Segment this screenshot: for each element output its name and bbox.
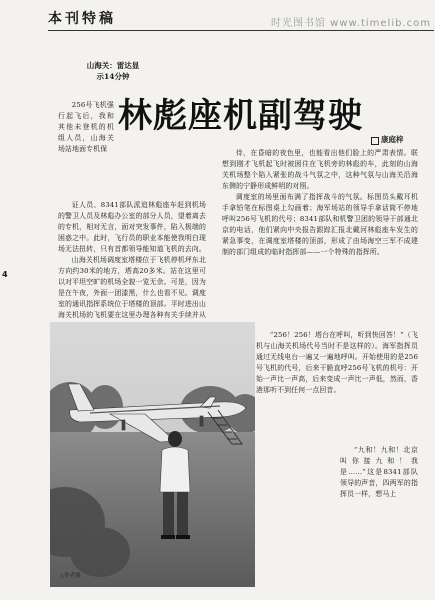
author-photo	[50, 322, 255, 587]
right-column-lower	[256, 330, 418, 396]
header-rule	[48, 30, 434, 31]
left-paragraph-1: 证人员、8341部队派追林彪座车赶到机场的警卫人员及林彪办公室的部分人员，望着离去的专机，相对无言，面对突发事件，陷入极端的困惑之中。此时，飞行员的职业本能使我明白现场无法扭转，只有首都领导能知道飞机的去向。	[58, 201, 206, 253]
author-name: 康庭梓	[381, 135, 404, 144]
kicker	[58, 60, 168, 82]
lead-paragraph-text: 256号飞机强行起飞后，我和其他未登机的机组人员，山海关场站地面专机保	[58, 101, 114, 153]
right-column	[222, 148, 418, 258]
author-marker-icon	[371, 137, 379, 145]
watermark: 时光图书馆 www.timelib.com	[270, 18, 431, 29]
kicker-line-2: 示14分钟	[96, 72, 130, 81]
right-paragraph-3: “256！256！塔台在呼叫，听到快回答！”（飞机与山海关机场代号当时不是这样的）。海军指挥员通过无线电台一遍又一遍地呼叫。开始使用的是256号飞机的代号，后来干脆直呼256号飞机的机号：开始一声比一声高，后来变成一声比一声低，然而，香港那听不到任何一点回音。	[256, 331, 418, 394]
column-header: 本刊特稿	[48, 11, 116, 27]
right-paragraph-4: “九和！九和！北京叫你接九和！我是……”这是8341部队领导的声音，四两军的指挥员一样，想马上	[340, 446, 418, 498]
page-marker: 4	[2, 270, 8, 279]
kicker-line-1: 山海关：雷达显	[86, 61, 140, 70]
photo-caption: △作者像	[60, 573, 81, 579]
right-paragraph-1: 待，在昏暗的夜色里，也能看出他们脸上的严肃表情。联想到刚才飞机起飞时被困住在飞机旁的林彪的车，此刻的山海关机场整个陷入紧张的战斗气氛之中，这种气氛与山海关沿海东侧的宁静形成鲜明的对照。	[222, 149, 418, 190]
headline: 林彪座机副驾驶	[118, 96, 363, 136]
right-paragraph-2: 调度室的场里面布满了指挥战斗的气氛。标图员头戴耳机手拿铅笔在标图桌上勾画着；海军场站的领导手拿话筒不停地呼叫256号飞机的代号；8341部队和机警卫团的领导干部通北京的电话，他们紧向中央报告跟踪汇报北戴河林彪座车发生的紧急事变，在调度室塔楼的顶部，形成了由场海空三军不成建制的部门组成的临时指挥部——一个特殊的指挥所。	[222, 193, 418, 256]
photo-illustration	[50, 322, 255, 587]
lead-paragraph	[58, 100, 114, 155]
right-column-tail	[340, 445, 418, 500]
left-paragraph-2: 山海关机场调度室塔楼位于飞机停机坪东北方向约30米的地方，塔高20多米。站在这里可以对平坦空旷的机场全貌一览无余。可是，因为是在午夜，外面一团漆黑，什么也看不见。调度室的通讯指挥系统位于塔楼的顶部。平时进出山海关机场的飞机要在这里办理各种有关手续并从	[58, 256, 206, 319]
